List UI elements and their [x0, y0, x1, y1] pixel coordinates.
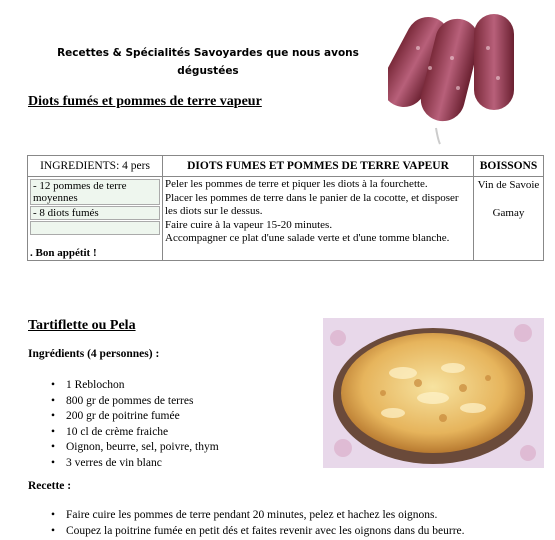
drink-item: Gamay	[492, 207, 525, 219]
step: Faire cuire à la vapeur 15-20 minutes.	[165, 218, 333, 231]
tartiflette-steps-list	[48, 508, 465, 539]
list-item: • Oignon, beurre, sel, poivre, thym	[48, 440, 219, 456]
sausages-photo	[388, 8, 528, 148]
list-item: • Faire cuire les pommes de terre pendant 20 minutes, pelez et hachez les oignons.	[48, 508, 465, 524]
list-item: • Coupez la poitrine fumée en petit dés et faites revenir avec les oignons dans du beurre.	[48, 524, 465, 540]
recipe-header: DIOTS FUMES ET POMMES DE TERRE VAPEUR	[163, 156, 474, 177]
header-line-2: dégustées	[177, 65, 239, 77]
page-header	[28, 44, 388, 80]
ingredients-cell	[28, 177, 163, 261]
recette-label: Recette :	[28, 480, 72, 492]
step: Placer les pommes de terre dans le panier de la cocotte, et disposer les diots sur le dessus.	[165, 191, 459, 217]
header-line-1: Recettes & Spécialités Savoyardes que nous avons	[57, 47, 359, 59]
drink-item: Vin de Savoie	[477, 179, 540, 191]
step: Accompagner ce plat d'une salade verte et d'une tomme blanche.	[165, 232, 450, 244]
list-item: • 3 verres de vin blanc	[48, 456, 219, 472]
list-item: • 1 Reblochon	[48, 378, 219, 394]
drinks-header: BOISSONS	[474, 156, 544, 177]
recipe-2-title: Tartiflette ou Pela	[28, 318, 136, 333]
ingredient-item: - 8 diots fumés	[30, 206, 160, 220]
ingredients-label: Ingrédients (4 personnes) :	[28, 348, 160, 360]
list-item: • 10 cl de crème fraiche	[48, 425, 219, 441]
recipe-1-title: Diots fumés et pommes de terre vapeur	[28, 94, 262, 109]
ingredient-empty	[30, 221, 160, 235]
list-item: • 800 gr de pommes de terres	[48, 394, 219, 410]
bon-appetit: . Bon appétit !	[30, 247, 97, 259]
steps-cell	[163, 177, 474, 261]
tartiflette-ingredients-list	[48, 378, 219, 471]
list-item: • 200 gr de poitrine fumée	[48, 409, 219, 425]
ingredient-item: - 12 pommes de terre moyennes	[30, 179, 160, 205]
tartiflette-photo	[323, 318, 544, 468]
drinks-cell	[474, 177, 544, 261]
step: Peler les pommes de terre et piquer les diots à la fourchette.	[165, 178, 428, 190]
ingredients-header: INGREDIENTS: 4 pers	[28, 156, 163, 177]
diots-recipe-table	[27, 155, 544, 261]
